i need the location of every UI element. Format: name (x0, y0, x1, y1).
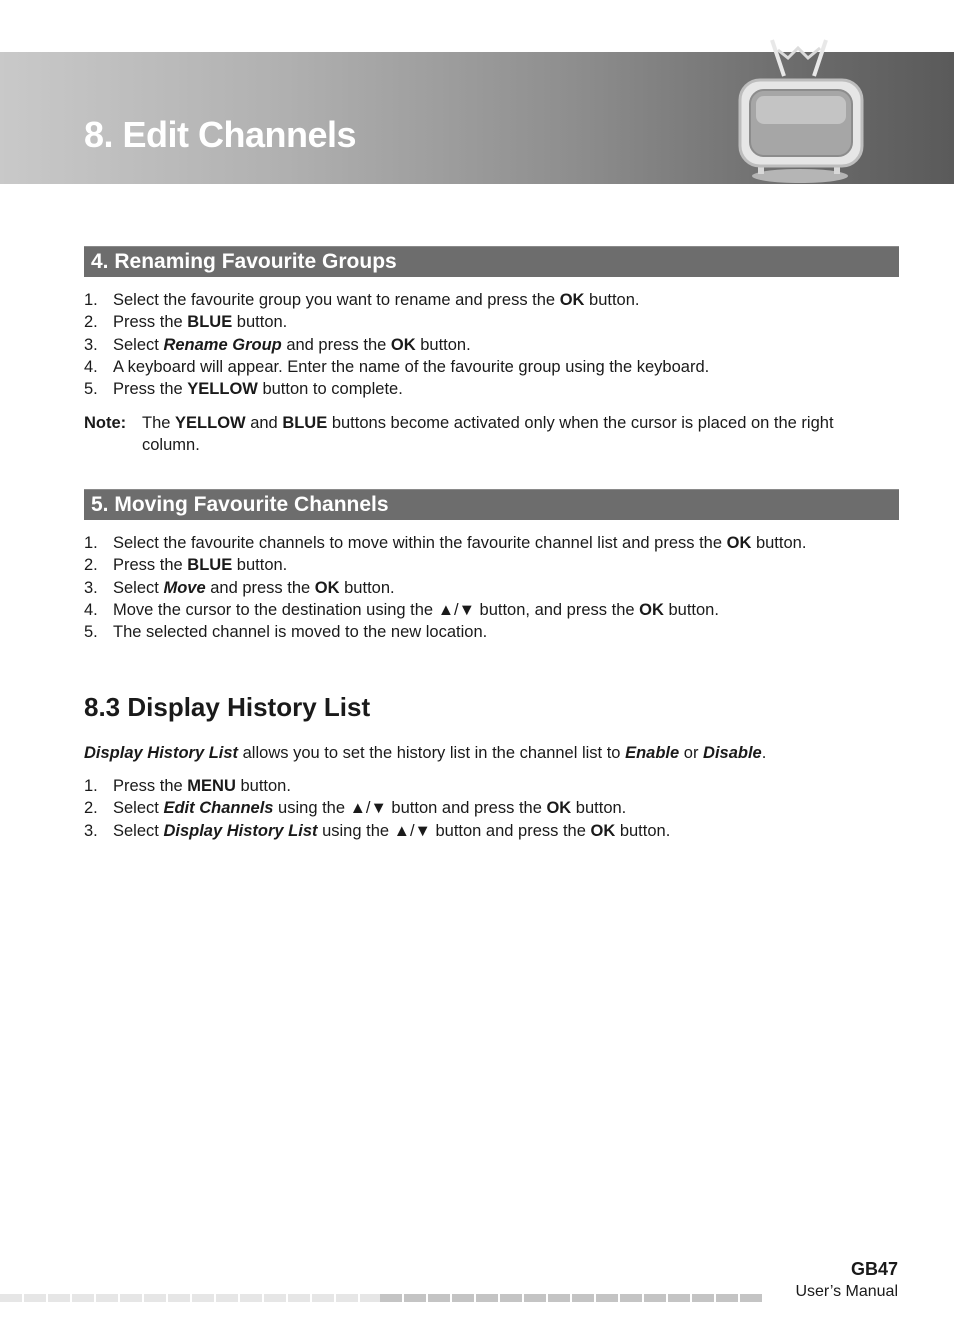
tv-icon (728, 36, 874, 186)
list-item: 3. Select Rename Group and press the OK button. (84, 335, 471, 354)
note-label: Note: (84, 414, 127, 432)
chapter-title: 8. Edit Channels (84, 114, 357, 155)
list-item: 2. Select Edit Channels using the ▲/▼ button and press the OK button. (84, 799, 627, 818)
display-history-steps-list (84, 775, 904, 842)
section-heading-display-history-list: 8.3 Display History List (84, 692, 371, 722)
list-item: 1. Select the favourite channels to move within the favourite channel list and press the OK button. (84, 534, 807, 552)
footer-dotted-rule-dark (380, 1294, 764, 1302)
list-item: 1. Press the MENU button. (84, 777, 291, 795)
list-item: 2. Press the BLUE button. (84, 313, 288, 332)
note-block (84, 412, 884, 457)
list-item: 1. Select the favourite group you want to rename and press the OK button. (84, 291, 640, 309)
list-item: 2. Press the BLUE button. (84, 556, 288, 575)
renaming-steps-list (84, 289, 904, 400)
display-history-intro: Display History List allows you to set the history list in the channel list to Enable or Disable. (84, 744, 767, 762)
footer-manual-label: User’s Manual (795, 1283, 898, 1300)
note-text: The YELLOW and BLUE buttons become activated only when the cursor is placed on the right column. (142, 414, 834, 455)
moving-steps-list (84, 532, 904, 643)
footer-page-number: GB47 (850, 1259, 898, 1279)
list-item: 4. Move the cursor to the destination using the ▲/▼ button, and press the OK button. (84, 600, 719, 619)
section-heading-moving-favourite-channels: 5. Moving Favourite Channels (84, 489, 899, 520)
section-heading-renaming-favourite-groups: 4. Renaming Favourite Groups (84, 246, 899, 277)
list-item: 4. A keyboard will appear. Enter the name of the favourite group using the keyboard. (84, 357, 710, 376)
list-item: 3. Select Move and press the OK button. (84, 578, 395, 597)
list-item: 3. Select Display History List using the ▲/▼ button and press the OK button. (84, 821, 671, 840)
list-item: 5. The selected channel is moved to the new location. (84, 623, 488, 642)
list-item: 5. Press the YELLOW button to complete. (84, 380, 403, 399)
